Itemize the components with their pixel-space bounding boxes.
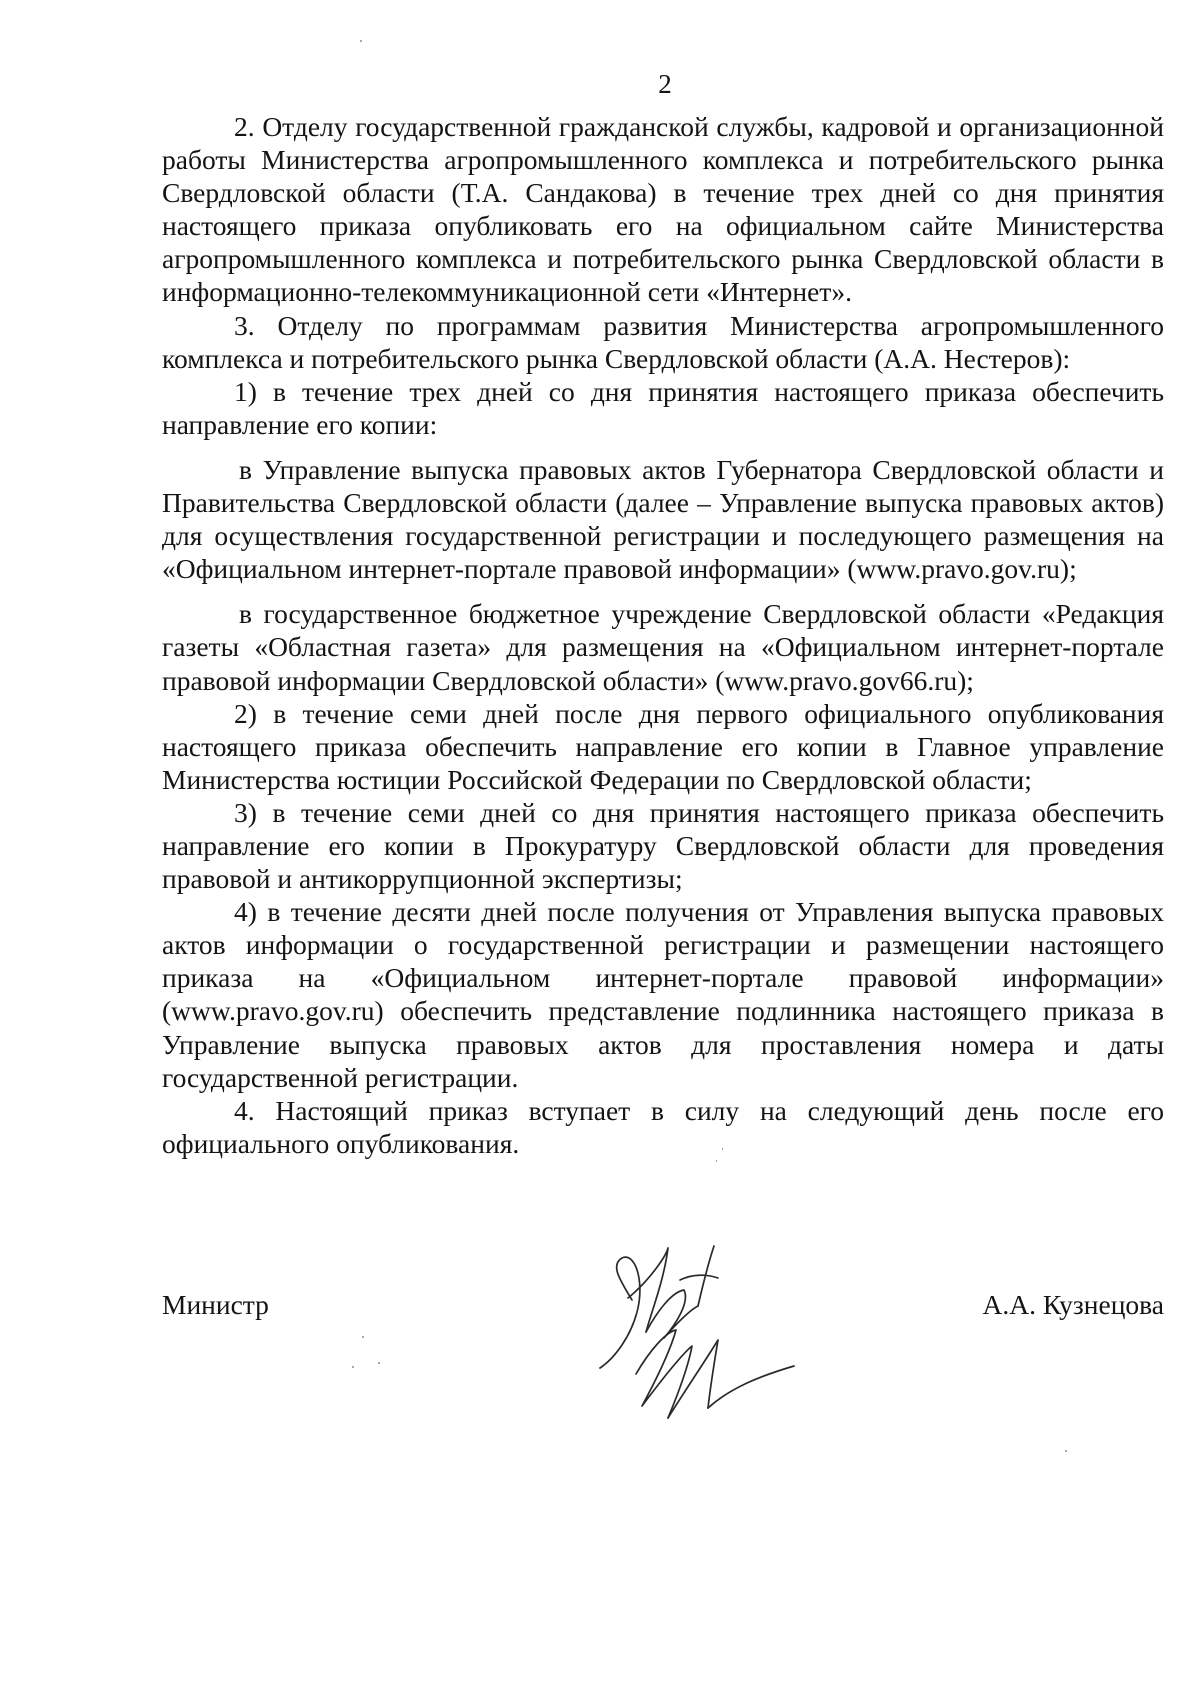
paragraph-item-3-programs-department: 3. Отделу по программам развития Министерства агропромышленного комплекса и потребительского рынка Свердловской области (А.А. Нестеров): (162, 309, 1164, 374)
scan-speck (716, 1160, 717, 1162)
document-body (162, 110, 1164, 1160)
subparagraph-legal-acts-office: в Управление выпуска правовых актов Губернатора Свердловской области и Правительства Свердловской области (далее – Управление выпуска правовых актов) для осуществления государственной регистрации и последующего размещения на «Официальном интернет-портале правовой информации» (www.pravo.gov.ru); (162, 453, 1164, 585)
scan-speck (360, 40, 362, 42)
paragraph-item-4-effective-date: 4. Настоящий приказ вступает в силу на следующий день после его официального опубликования. (162, 1094, 1164, 1159)
subparagraph-3-prosecutor: 3) в течение семи дней со дня принятия настоящего приказа обеспечить направление его копии в Прокуратуру Свердловской области для проведения правовой и антикоррупционной экспертизы; (162, 796, 1164, 895)
handwritten-signature (580, 1240, 810, 1430)
scan-speck (352, 1366, 354, 1368)
scan-speck (722, 1148, 723, 1150)
subparagraph-2-justice-ministry: 2) в течение семи дней после дня первого официального опубликования настоящего приказа обеспечить направление его копии в Главное управление Министерства юстиции Российской Федерации по Свердловской области; (162, 697, 1164, 795)
subparagraph-4-original-copy: 4) в течение десяти дней после получения от Управления выпуска правовых актов информации о государственной регистрации и размещении настоящего приказа на «Официальном интернет-портале правовой информации» (www.pravo.gov.ru) обеспечить представление подлинника настоящего приказа в Управление выпуска правовых актов для проставления номера и даты государственной регистрации. (162, 896, 1164, 1093)
scan-speck (362, 1336, 364, 1338)
scan-speck (1065, 1450, 1067, 1452)
subparagraph-oblastnaya-gazeta: в государственное бюджетное учреждение Свердловской области «Редакция газеты «Областная газета» для размещения на «Официальном интернет-портале правовой информации Свердловской области» (www.pravo.gov66.ru); (162, 598, 1164, 696)
signature-block (162, 1272, 1164, 1432)
subparagraph-1-send-copies: 1) в течение трех дней со дня принятия настоящего приказа обеспечить направление его копии: (162, 375, 1164, 440)
page-number: 2 (658, 69, 672, 99)
scan-speck (378, 1362, 380, 1364)
signer-position: Министр (162, 1289, 269, 1320)
paragraph-item-2-publication: 2. Отделу государственной гражданской службы, кадровой и организационной работы Министерства агропромышленного комплекса и потребительского рынка Свердловской области (Т.А. Сандакова) в течение трех дней со дня принятия настоящего приказа опубликовать его на официальном сайте Министерства агропромышленного комплекса и потребительского рынка Свердловской области в информационно-телекоммуникационной сети «Интернет». (162, 111, 1164, 308)
signer-name: А.А. Кузнецова (982, 1289, 1164, 1320)
